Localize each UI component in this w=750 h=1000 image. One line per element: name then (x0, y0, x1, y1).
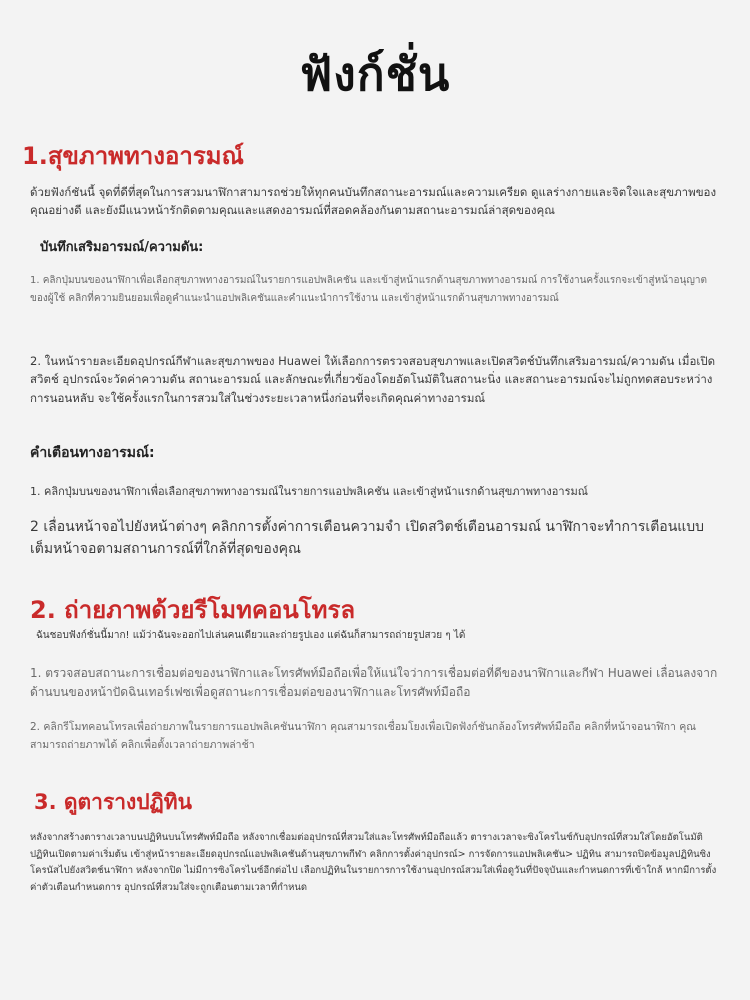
section-1-intro: ด้วยฟังก์ชันนี้ จุดที่ดีที่สุดในการสวมนาฬิกาสามารถช่วยให้ทุกคนบันทึกสถานะอารมณ์และความเครียด ดูแลร่างกายและจิตใจและสุขภาพของคุณอย่างดี และยังมีแนวหน้ารักติดตามคุณและแสดงอารมณ์ที่สอดคล้องกันตามสถานะอารมณ์ล่าสุดของคุณ (30, 185, 717, 218)
section-1-subheading-2: คำเตือนทางอารมณ์: (30, 445, 155, 461)
page-title: ฟังก์ชั่น (299, 47, 451, 101)
section-2-intro: ฉันชอบฟังก์ชั่นนี้มาก! แม้ว่าฉันจะออกไปเล่นคนเดียวและถ่ายรูปเอง แต่ฉันก็สามารถถ่ายรูปสวย ๆ ได้ (36, 630, 466, 641)
section-3-heading: 3. ดูตารางปฏิทิน (34, 790, 192, 814)
section-2-step-2: 2. คลิกรีโมทคอนโทรลเพื่อถ่ายภาพในรายการแอปพลิเคชันนาฬิกา คุณสามารถเชื่อมโยงเพื่อเปิดฟังก์ชันกล้องโทรศัพท์มือถือ คลิกที่หน้าจอนาฬิกา คุณสามารถถ่ายภาพได้ คลิกเพื่อตั้งเวลาถ่ายภาพล่าช้า (30, 721, 696, 752)
section-1-sub2-step-1: 1. คลิกปุ่มบนของนาฬิกาเพื่อเลือกสุขภาพทางอารมณ์ในรายการแอปพลิเคชัน และเข้าสู่หน้าแรกด้านสุขภาพทางอารมณ์ (30, 485, 588, 498)
section-1-sub1-step-2: 2. ในหน้ารายละเอียดอุปกรณ์กีฬาและสุขภาพของ Huawei ให้เลือกการตรวจสอบสุขภาพและเปิดสวิตช์บันทึกเสริมอารมณ์/ความดัน เมื่อเปิดสวิตช์ อุปกรณ์จะวัดค่าความดัน สถานะอารมณ์ และลักษณะที่เกี่ยวข้องโดยอัตโนมัติในสถานะนิ่ง และสถานะอารมณ์จะไม่ถูกทดสอบระหว่างการนอนหลับ จะใช้ครั้งแรกในการสวมใส่ในช่วงระยะเวลาหนึ่งก่อนที่จะเกิดคุณค่าทางอารมณ์ (30, 354, 716, 405)
section-1-sub1-step-1: 1. คลิกปุ่มบนของนาฬิกาเพื่อเลือกสุขภาพทางอารมณ์ในรายการแอปพลิเคชัน และเข้าสู่หน้าแรกด้านสุขภาพทางอารมณ์ การใช้งานครั้งแรกจะเข้าสู่หน้าอนุญาตของผู้ใช้ คลิกที่ความยินยอมเพื่อดูคำแนะนำแอปพลิเคชันและคำแนะนำการใช้งาน และเข้าสู่หน้าแรกด้านสุขภาพทางอารมณ์ (30, 275, 707, 304)
section-3-body: หลังจากสร้างตารางเวลาบนปฏิทินบนโทรศัพท์มือถือ หลังจากเชื่อมต่ออุปกรณ์ที่สวมใส่และโทรศัพท์มือถือแล้ว ตารางเวลาจะซิงโครไนซ์กับอุปกรณ์ที่สวมใส่โดยอัตโนมัติ ปฏิทินเปิดตามค่าเริ่มต้น เข้าสู่หน้ารายละเอียดอุปกรณ์แอปพลิเคชันด้านสุขภาพกีฬา คลิกการตั้งค่าอุปกรณ์> การจัดการแอปพลิเคชัน> ปฏิทิน สามารถปิดข้อมูลปฏิทินซิงโครนัสไปยังสวิตช์นาฬิกา หลังจากปิด ไม่มีการซิงโครไนซ์อีกต่อไป เลือกปฏิทินในรายการการใช้งานอุปกรณ์สวมใส่เพื่อดูวันที่ปัจจุบันและกำหนดการที่เข้าใกล้ หากมีการตั้งค่าตัวเตือนกำหนดการ อุปกรณ์ที่สวมใส่จะถูกเตือนตามเวลาที่กำหนด (30, 832, 717, 893)
section-2-step-1: 1. ตรวจสอบสถานะการเชื่อมต่อของนาฬิกาและโทรศัพท์มือถือเพื่อให้แน่ใจว่าการเชื่อมต่อที่ดีของนาฬิกาและกีฬา Huawei เลื่อนลงจากด้านบนของหน้าปัดฉินเทอร์เฟซเพื่อดูสถานะการเชื่อมต่อของนาฬิกาและโทรศัพท์มือถือ (30, 666, 718, 700)
section-1-subheading-1: บันทึกเสริมอารมณ์/ความดัน: (40, 240, 204, 255)
section-1-sub2-step-2: 2 เลื่อนหน้าจอไปยังหน้าต่างๆ คลิกการตั้งค่าการเตือนความจำ เปิดสวิตช์เตือนอารมณ์ นาฬิกาจะทำการเตือนแบบเต็มหน้าจอตามสถานการณ์ที่ใกล้ที่สุดของคุณ (30, 519, 705, 558)
section-2-heading: 2. ถ่ายภาพด้วยรีโมทคอนโทรล (30, 596, 356, 624)
section-1-heading: 1.สุขภาพทางอารมณ์ (22, 142, 244, 170)
